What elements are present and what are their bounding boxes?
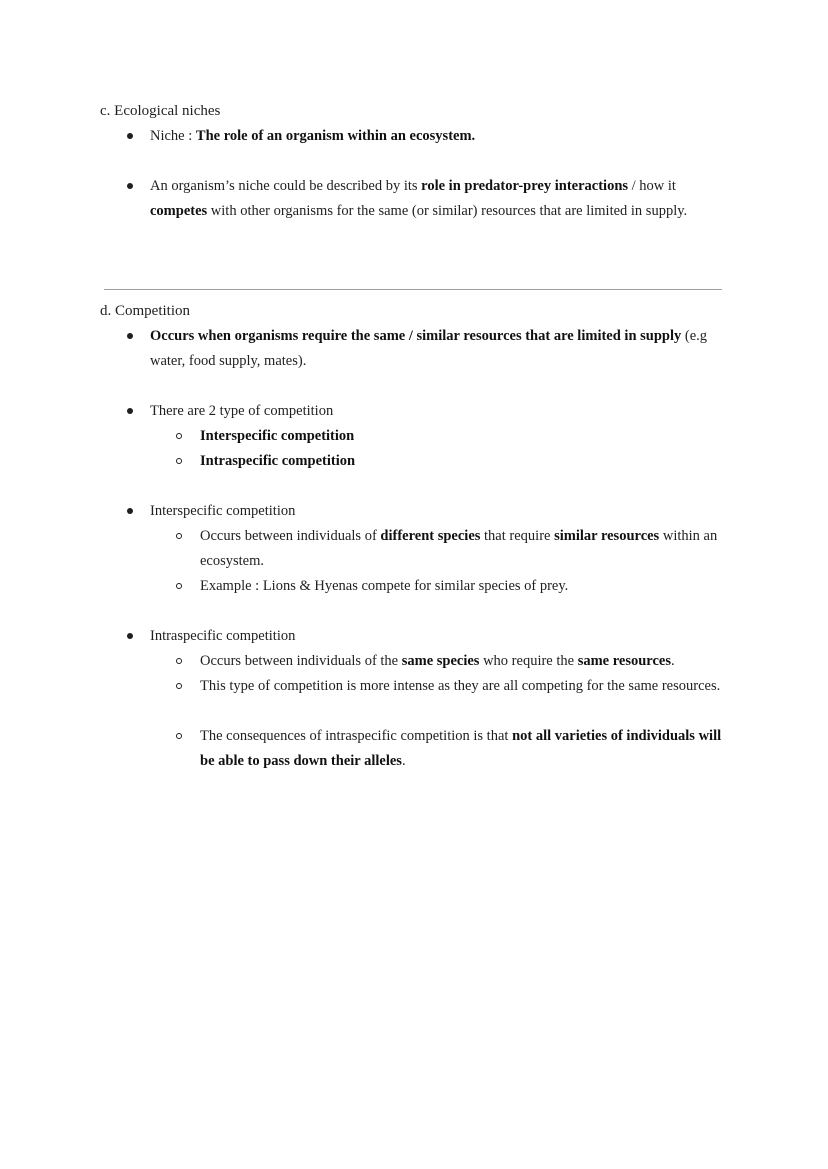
horizontal-divider <box>104 289 722 290</box>
text-run: that require <box>480 528 555 544</box>
text-run: . <box>671 653 675 669</box>
bold-run: role in predator-prey interactions <box>421 178 629 194</box>
competition-types-item <box>150 399 725 424</box>
text-run: There are 2 type of competition <box>150 403 334 419</box>
bold-run: competes <box>150 203 208 219</box>
bold-run: similar resources <box>554 528 660 544</box>
bold-run: same species <box>401 653 480 669</box>
section-d-heading: d. Competition <box>100 303 190 319</box>
text-run: who require the <box>479 653 578 669</box>
text-run: Occurs between individuals of the <box>200 653 402 669</box>
text-run: within an ecosystem. <box>200 528 718 569</box>
niche-description-item <box>150 174 725 224</box>
niche-label: Niche : <box>150 128 196 144</box>
intraspecific-point <box>200 649 725 674</box>
intraspecific-item <box>150 624 725 649</box>
competition-type-item <box>200 424 725 449</box>
text-run: Intraspecific competition <box>150 628 296 644</box>
text-run: Example : Lions & Hyenas compete for similar species of prey. <box>200 578 569 594</box>
bold-run: Intraspecific competition <box>200 453 356 469</box>
niche-definition-item <box>150 124 725 149</box>
text-run: (e.g water, food supply, mates). <box>150 328 708 369</box>
bold-run: Occurs when organisms require the same / similar resources that are limited in supply <box>150 328 682 344</box>
interspecific-item <box>150 499 725 524</box>
text-run: The consequences of intraspecific competition is that <box>200 728 513 744</box>
text-run: Occurs between individuals of <box>200 528 381 544</box>
text-run: Interspecific competition <box>150 503 296 519</box>
text-run: / how it <box>628 178 676 194</box>
intraspecific-point <box>200 674 725 699</box>
interspecific-example <box>200 574 725 599</box>
interspecific-point <box>200 524 725 574</box>
text-run: An organism’s niche could be described by its <box>150 178 422 194</box>
bold-run: not all varieties of individuals will be able to pass down their alleles <box>200 728 722 769</box>
text-run: . <box>401 753 406 769</box>
bold-run: different species <box>380 528 481 544</box>
text-run: This type of competition is more intense as they are all competing for the same resources. <box>200 678 721 694</box>
section-c-heading: c. Ecological niches <box>100 103 221 119</box>
competition-definition-item <box>150 324 725 374</box>
competition-type-item <box>200 449 725 474</box>
text-run: with other organisms for the same (or similar) resources that are limited in supply. <box>207 203 688 219</box>
niche-definition: The role of an organism within an ecosystem. <box>195 128 476 144</box>
bold-run: Interspecific competition <box>200 428 355 444</box>
bold-run: same resources <box>577 653 671 669</box>
intraspecific-point <box>200 724 725 774</box>
